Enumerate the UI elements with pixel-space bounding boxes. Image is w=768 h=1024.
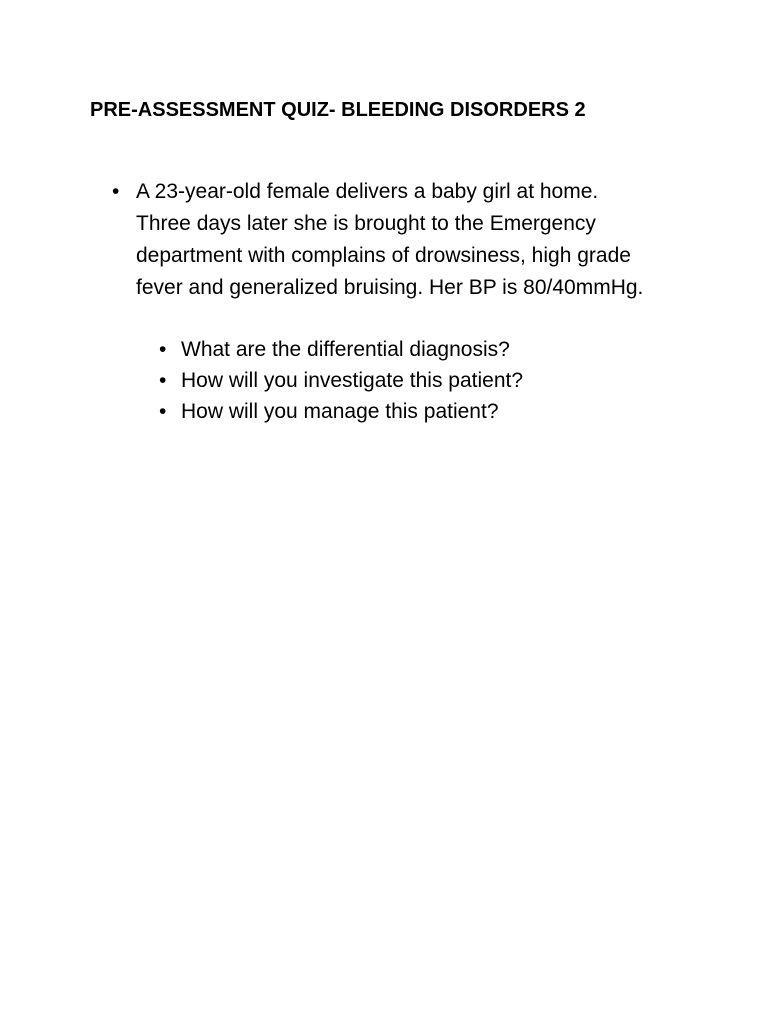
page-title: PRE-ASSESSMENT QUIZ- BLEEDING DISORDERS 2 xyxy=(90,99,586,121)
question-list xyxy=(156,334,690,427)
question-item xyxy=(156,396,690,427)
question-item xyxy=(156,334,690,365)
bullet-icon: • xyxy=(159,400,167,423)
question-text: How will you manage this patient? xyxy=(181,400,499,423)
bullet-icon: • xyxy=(159,369,167,392)
case-list xyxy=(110,176,670,427)
bullet-icon: • xyxy=(159,338,167,361)
question-text: How will you investigate this patient? xyxy=(181,369,524,392)
bullet-icon: • xyxy=(112,180,120,203)
case-description: A 23-year-old female delivers a baby girl at home. Three days later she is brought to the Emergency department with complains of drowsiness, high grade fever and generalized bruising. Her BP is 80/40mmHg. xyxy=(136,180,644,299)
question-text: What are the differential diagnosis? xyxy=(181,338,510,361)
question-item xyxy=(156,365,690,396)
case-item xyxy=(110,176,670,427)
